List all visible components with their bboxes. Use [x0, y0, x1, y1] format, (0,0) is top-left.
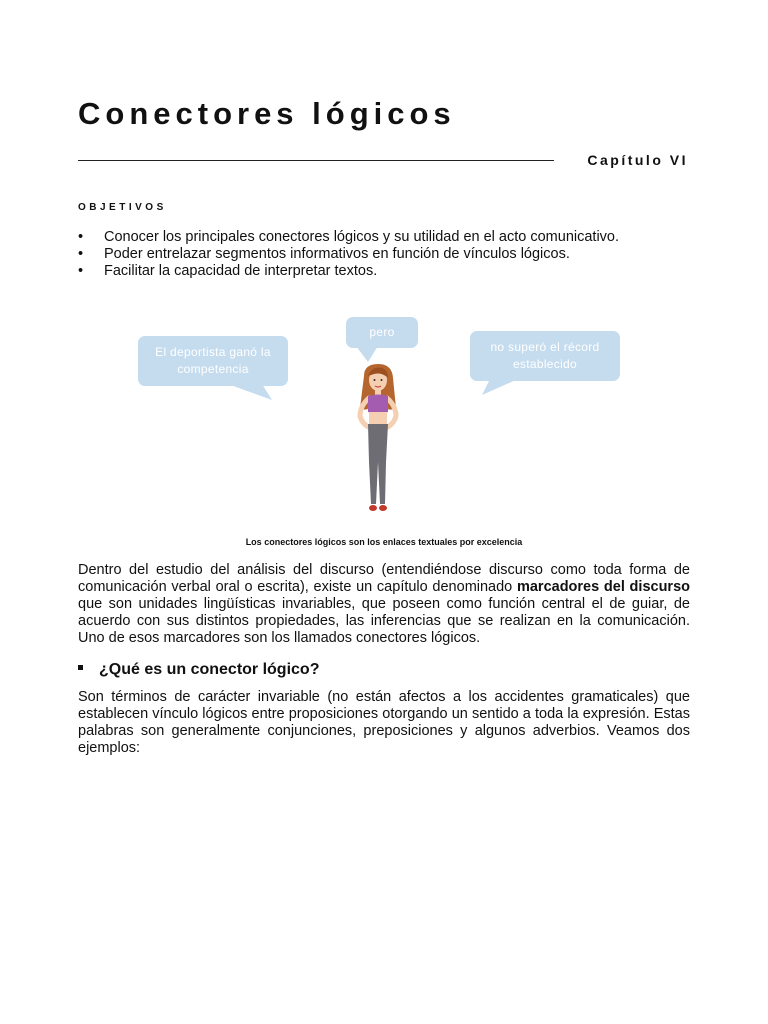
speech-bubble-tail — [228, 384, 276, 402]
header-rule — [78, 160, 554, 161]
definition-paragraph: Son términos de carácter invariable (no están afectos a los accidentes gramaticales) que establecen vínculo lógicos entre proposiciones otorgando un sentido a toda la expresión. Estas palabras son generalmente conjunciones, preposiciones y algunos adverbios. Veamos dos ejemplos: — [78, 689, 690, 756]
paragraph-text: Dentro del estudio del análisis del discurso (entendiéndose discurso como toda forma de comunicación verbal oral o escrita), existe un capítulo denominado — [78, 562, 690, 595]
objectives-heading: OBJETIVOS — [78, 202, 167, 213]
woman-figure-icon — [348, 362, 408, 522]
objective-item: • Poder entrelazar segmentos informativos en función de vínculos lógicos. — [78, 246, 619, 263]
section-title: ¿Qué es un conector lógico? — [99, 661, 320, 678]
speech-bubble-right: no superó el récord establecido — [470, 331, 620, 381]
speech-bubble-tail — [482, 379, 522, 397]
bold-term: marcadores del discurso — [516, 579, 690, 595]
chapter-label: Capítulo VI — [587, 152, 688, 168]
speech-bubble-left: El deportista ganó la competencia — [138, 336, 288, 386]
page-title: Conectores lógicos — [78, 96, 456, 131]
section-heading — [78, 661, 319, 679]
square-bullet-icon — [78, 665, 83, 670]
objectives-list — [78, 229, 619, 280]
speech-bubble-center: pero — [346, 317, 418, 348]
figure-caption: Los conectores lógicos son los enlaces textuales por excelencia — [245, 537, 523, 547]
objective-item: • Facilitar la capacidad de interpretar textos. — [78, 263, 619, 280]
paragraph-text: que son unidades lingüísticas invariables, que poseen como función central el de guiar, de acuerdo con sus distintos propiedades, las inferencias que se realizan en la comunicación. Uno de esos marcadores son los llamados conectores lógicos. — [78, 596, 690, 646]
objective-item: • Conocer los principales conectores lógicos y su utilidad en el acto comunicativo. — [78, 229, 619, 246]
intro-paragraph — [78, 562, 690, 647]
illustration — [0, 310, 768, 530]
